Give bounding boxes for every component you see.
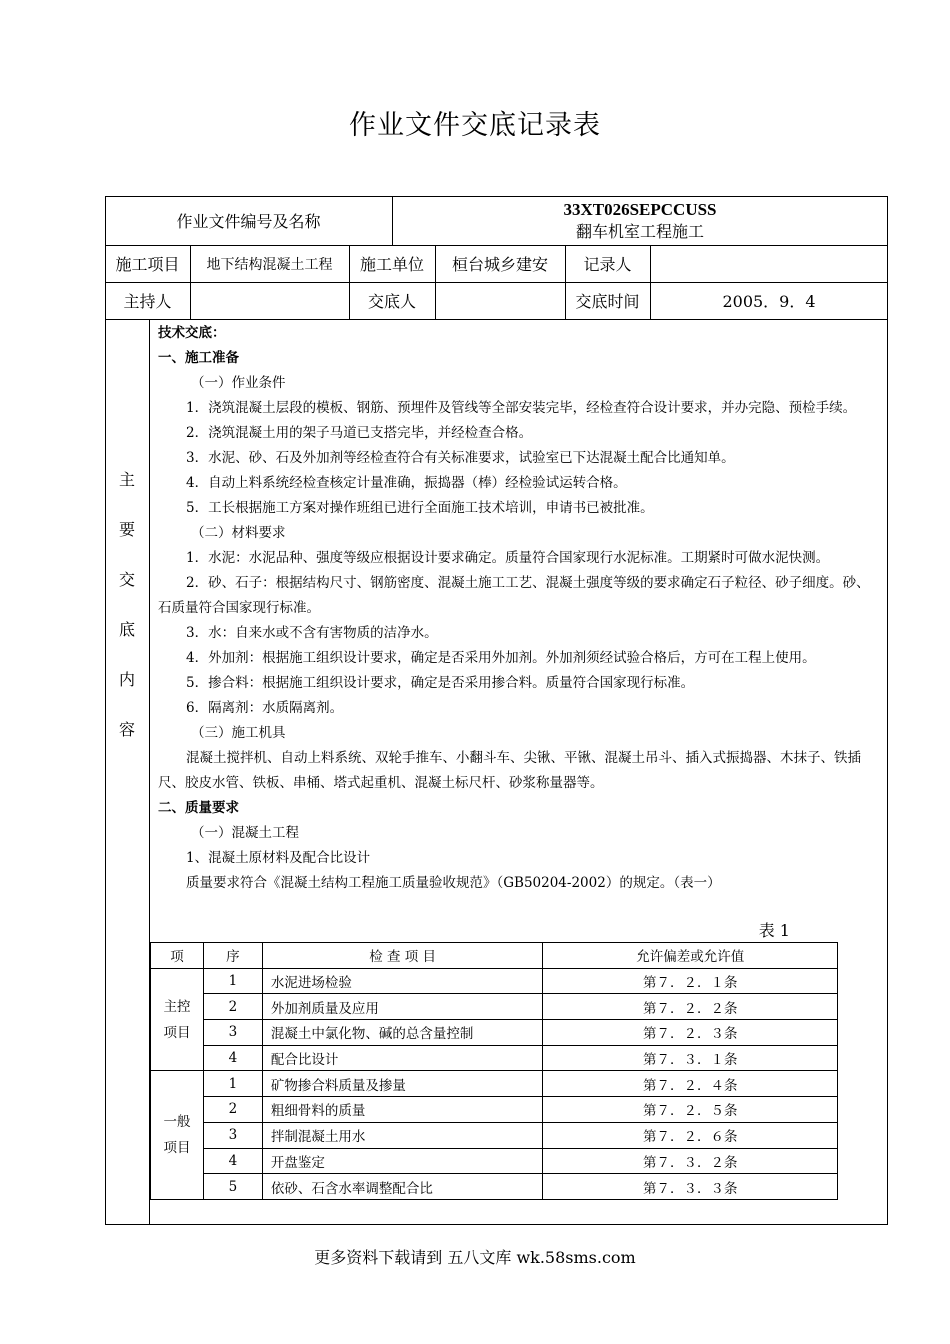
host-label: 主持人 (123, 292, 172, 311)
table-row (151, 994, 838, 1020)
paragraph: 2．浇筑混凝土用的架子马道已支搭完毕，并经检查合格。 (186, 425, 533, 441)
side-char: 容 (118, 720, 135, 739)
row-no: 2 (203, 994, 262, 1020)
row-item: 矿物掺合料质量及掺量 (262, 1071, 543, 1097)
row-item: 混凝土中氯化物、碱的总含量控制 (262, 1020, 543, 1046)
header-value: 允许偏差或允许值 (543, 943, 838, 969)
group-general: 一般 项目 (151, 1071, 204, 1199)
header-no: 序 (203, 943, 262, 969)
project-value: 地下结构混凝土工程 (206, 256, 333, 273)
side-char: 要 (118, 520, 135, 539)
row-value: 第７．２．３条 (543, 1020, 838, 1046)
presenter-label: 交底人 (367, 292, 416, 311)
row-divider (105, 319, 888, 320)
row-value: 第７．３．３条 (543, 1174, 838, 1200)
section-title: 一、施工准备 (158, 350, 239, 366)
row-no: 4 (203, 1148, 262, 1174)
table-row (151, 1148, 838, 1174)
paragraph: 4．外加剂：根据施工组织设计要求，确定是否采用外加剂。外加剂须经试验合格后，方可在工程上使用。 (186, 650, 816, 666)
side-char: 主 (118, 470, 135, 489)
table-row (151, 1020, 838, 1046)
row-item: 水泥进场检验 (262, 968, 543, 994)
table-label: 表 1 (758, 921, 790, 940)
row-item: 外加剂质量及应用 (262, 994, 543, 1020)
unit-label: 施工单位 (359, 255, 424, 274)
recorder-value (650, 245, 888, 282)
paragraph: 4．自动上料系统经检查核定计量准确，振捣器（棒）经检验试运转合格。 (186, 475, 627, 491)
doc-code-name (392, 196, 888, 245)
paragraph: 1．浇筑混凝土层段的模板、钢筋、预埋件及管线等全部安装完毕，经检查符合设计要求，并办完隐、预检手续。 (186, 400, 857, 416)
row-item: 依砂、石含水率调整配合比 (262, 1174, 543, 1200)
doc-name: 翻车机室工程施工 (575, 221, 704, 241)
side-char: 内 (118, 670, 135, 689)
project-label: 施工项目 (115, 255, 180, 274)
paragraph: 3．水泥、砂、石及外加剂等经检查符合有关标准要求，试验室已下达混凝土配合比通知单。 (186, 450, 735, 466)
page-title: 作业文件交底记录表 (349, 110, 601, 141)
row-no: 3 (203, 1020, 262, 1046)
paragraph: 3．水：自来水或不含有害物质的洁净水。 (186, 625, 438, 641)
row-value: 第７．２．５条 (543, 1097, 838, 1123)
footer-text: 更多资料下载请到 五八文库 wk.58sms.com (314, 1248, 636, 1267)
row-value: 第７．３．１条 (543, 1045, 838, 1071)
row-no: 1 (203, 1071, 262, 1097)
paragraph: 1、混凝土原材料及配合比设计 (186, 850, 371, 866)
paragraph: 1．水泥：水泥品种、强度等级应根据设计要求确定。质量符合国家现行水泥标准。工期紧时可做水泥快测。 (186, 550, 830, 566)
row-no: 5 (203, 1174, 262, 1200)
row-item: 配合比设计 (262, 1045, 543, 1071)
unit-value: 桓台城乡建安 (451, 255, 548, 274)
recorder-label: 记录人 (583, 255, 632, 274)
tech-title: 技术交底： (158, 325, 226, 341)
table-row (151, 1045, 838, 1071)
table-header-row (151, 943, 838, 969)
host-value (190, 282, 349, 319)
side-char: 交 (118, 570, 135, 589)
subsection-title: （二）材料要求 (191, 525, 286, 541)
row-no: 2 (203, 1097, 262, 1123)
row-value: 第７．２．４条 (543, 1071, 838, 1097)
doc-code: 33XT026SEPCCUSS (563, 199, 717, 219)
header-item: 检 查 项 目 (262, 943, 543, 969)
time-value: 2005．9．4 (722, 292, 816, 311)
row-value: 第７．２．６条 (543, 1122, 838, 1148)
row-item: 拌制混凝土用水 (262, 1122, 543, 1148)
time-label: 交底时间 (575, 292, 640, 311)
subsection-title: （一）混凝土工程 (191, 825, 299, 841)
row-value: 第７．３．２条 (543, 1148, 838, 1174)
side-char: 底 (118, 620, 135, 639)
row-no: 4 (203, 1045, 262, 1071)
inspection-table (150, 942, 838, 1200)
row-no: 3 (203, 1122, 262, 1148)
row-no: 1 (203, 968, 262, 994)
row-value: 第７．２．１条 (543, 968, 838, 994)
group-main-control: 主控 项目 (151, 968, 204, 1071)
row-item: 粗细骨料的质量 (262, 1097, 543, 1123)
paragraph: 6．隔离剂：水质隔离剂。 (186, 700, 344, 716)
paragraph: 2．砂、石子：根据结构尺寸、钢筋密度、混凝土施工工艺、混凝土强度等级的要求确定石子粒径、砂子细度。砂、石质量符合国家现行标准。 (158, 575, 870, 616)
presenter-value (435, 282, 565, 319)
table-row (151, 1097, 838, 1123)
main-content (158, 321, 882, 896)
paragraph: 5．掺合料：根据施工组织设计要求，确定是否采用掺合料。质量符合国家现行标准。 (186, 675, 695, 691)
table-row (151, 1122, 838, 1148)
header-group: 项 (151, 943, 204, 969)
row-item: 开盘鉴定 (262, 1148, 543, 1174)
table-row (151, 1174, 838, 1200)
section-title: 二、质量要求 (158, 800, 239, 816)
paragraph: 质量要求符合《混凝土结构工程施工质量验收规范》（GB50204-2002）的规定。（表一） (186, 875, 721, 891)
paragraph: 混凝土搅拌机、自动上料系统、双轮手推车、小翻斗车、尖锹、平锹、混凝土吊斗、插入式振捣器、木抹子、铁插尺、胶皮水管、铁板、串桶、塔式起重机、混凝土标尺杆、砂浆称量器等。 (158, 750, 861, 791)
side-label (105, 320, 149, 1225)
row-value: 第７．２．２条 (543, 994, 838, 1020)
table-row (151, 1071, 838, 1097)
table-row (151, 968, 838, 994)
paragraph: 5．工长根据施工方案对操作班组已进行全面施工技术培训，申请书已被批准。 (186, 500, 654, 516)
subsection-title: （一）作业条件 (191, 375, 286, 391)
subsection-title: （三）施工机具 (191, 725, 286, 741)
doc-label: 作业文件编号及名称 (176, 212, 321, 231)
